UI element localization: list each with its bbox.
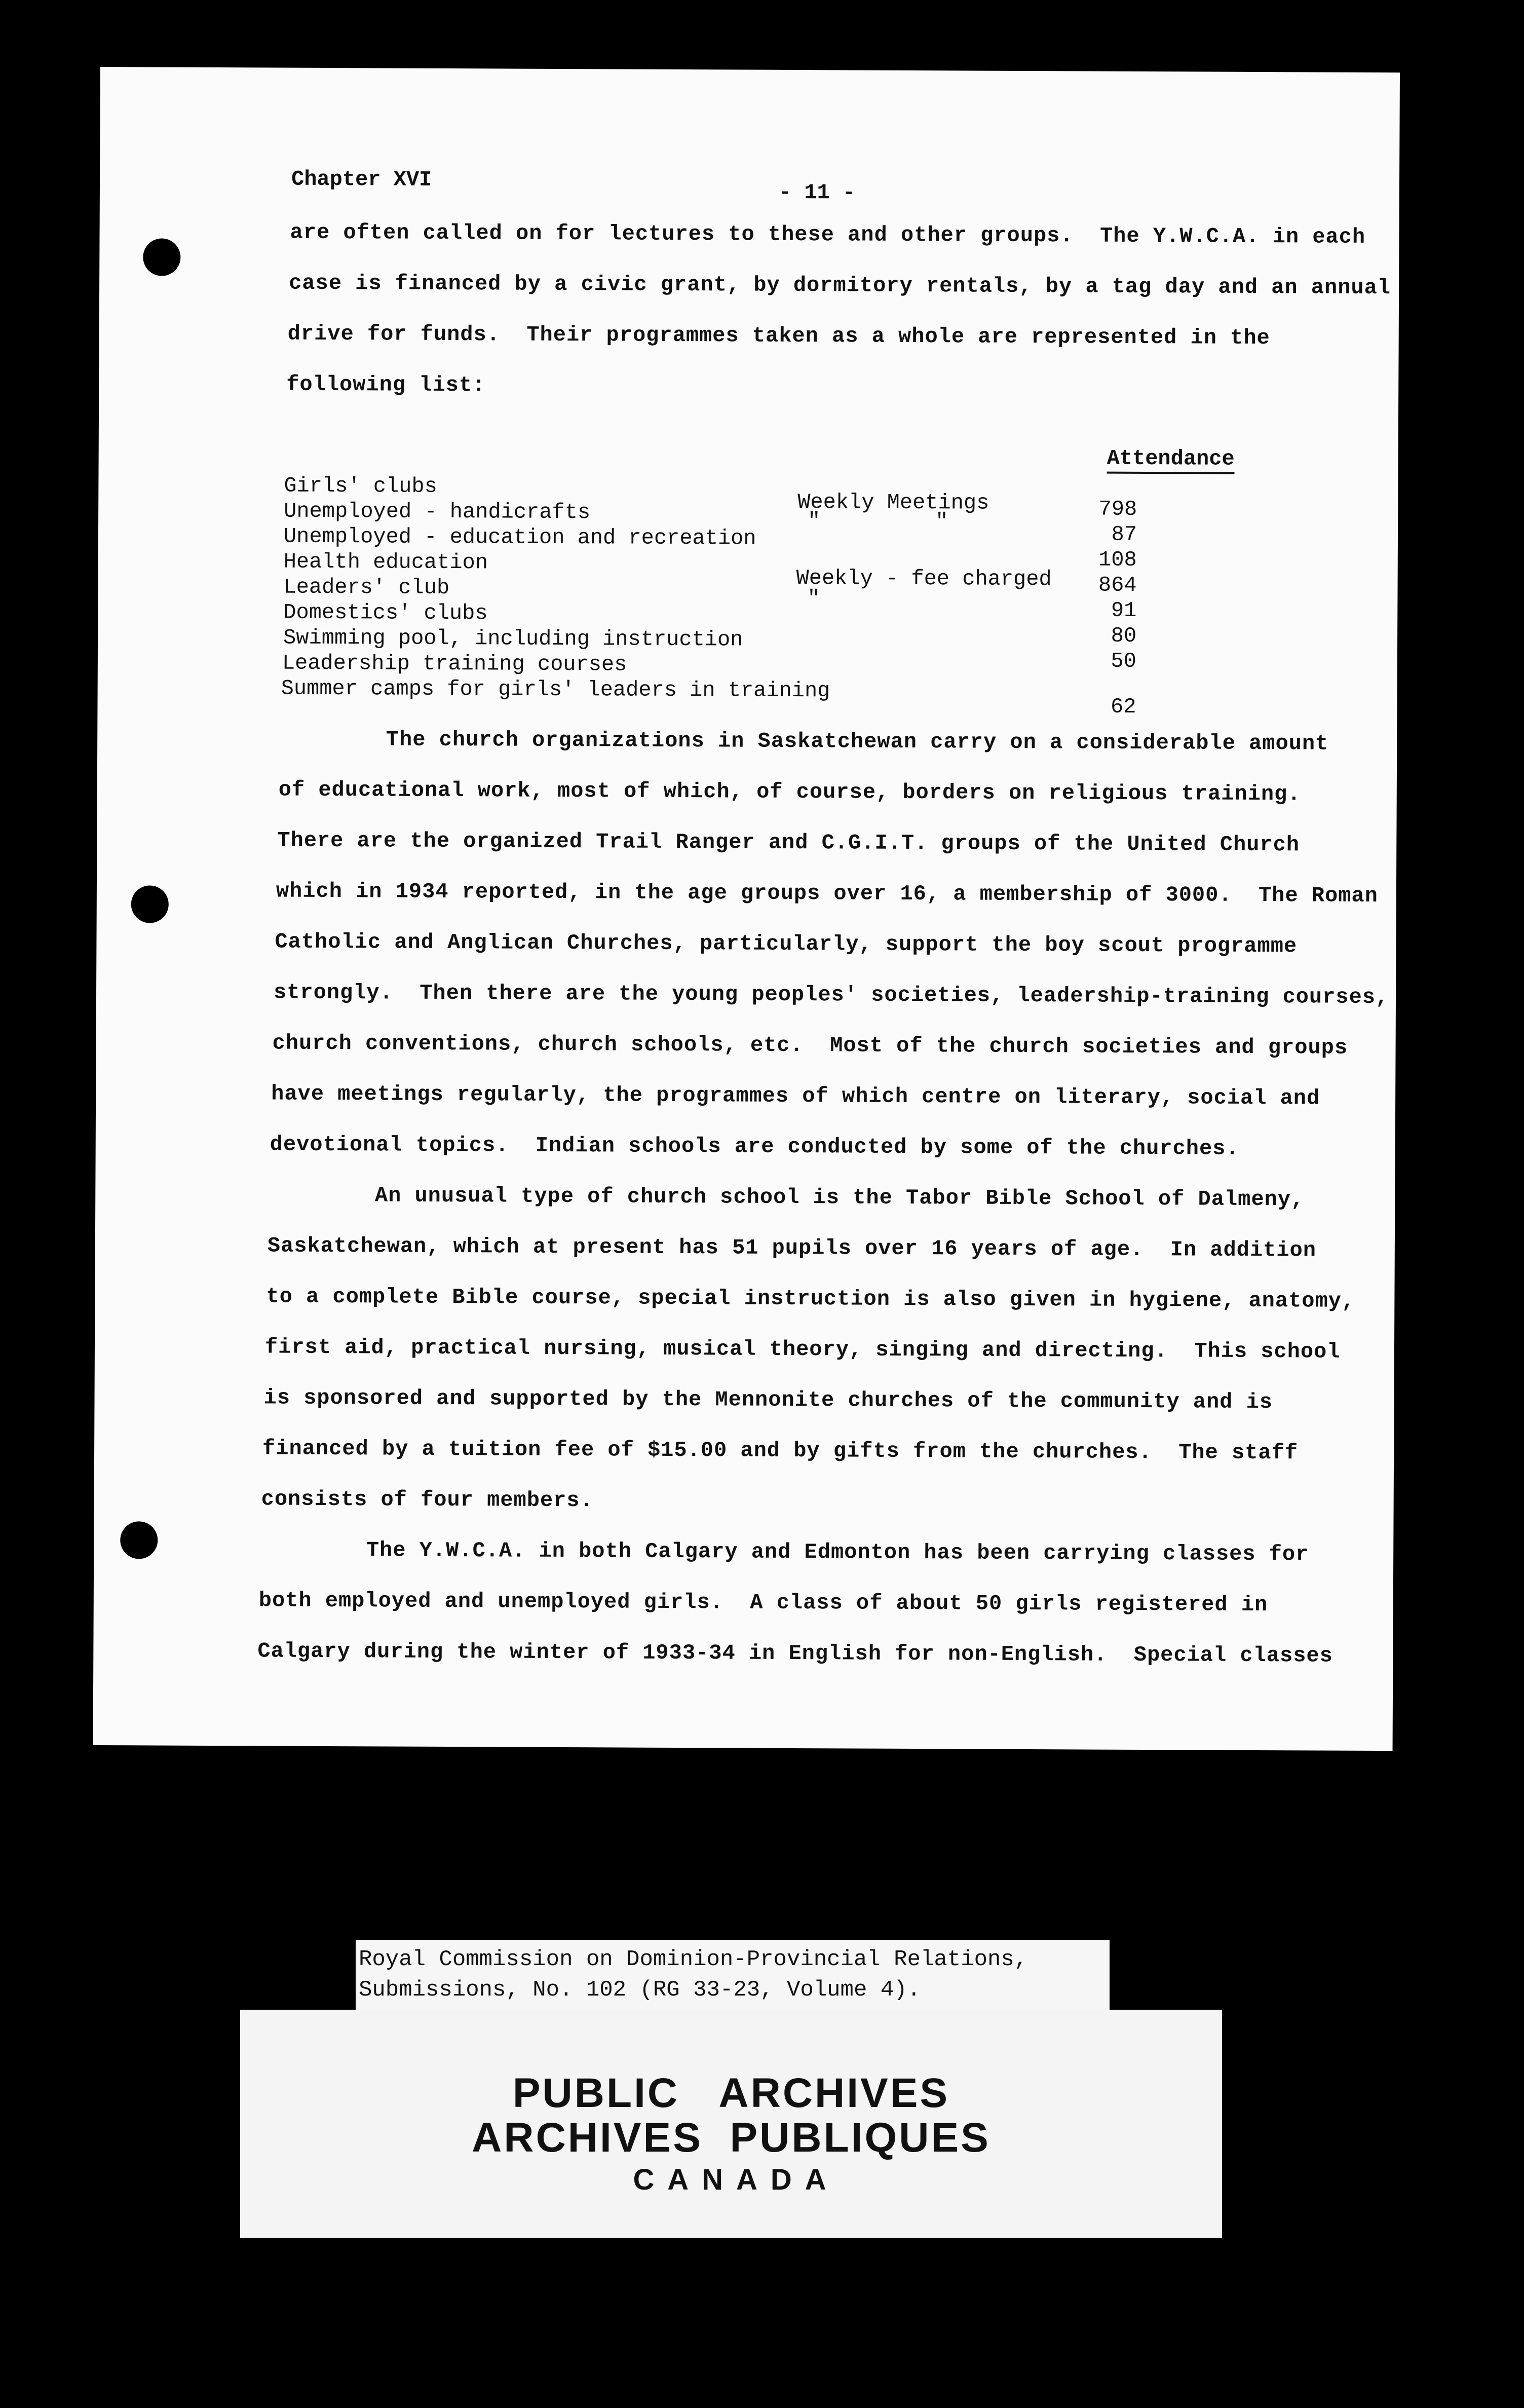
text-line: There are the organized Trail Ranger and C.G.I.T. groups of the United Church: [277, 828, 1300, 857]
text-line: to a complete Bible course, special instruction is also given in hygiene, anatomy,: [266, 1284, 1355, 1313]
activity-attendance: 62: [1110, 694, 1136, 719]
activity-name: Domestics' clubs: [283, 600, 488, 626]
source-reference-line: Royal Commission on Dominion-Provincial Relations,: [359, 1947, 1028, 1972]
activity-attendance: 798: [1098, 497, 1137, 521]
text-line: church conventions, church schools, etc. Most of the church societies and groups: [272, 1031, 1348, 1060]
stamp-line-french: ARCHIVES PUBLIQUES: [472, 2115, 990, 2161]
text-line: which in 1934 reported, in the age groups over 16, a membership of 3000. The Roman: [276, 879, 1378, 909]
activity-name: Health education: [283, 549, 488, 575]
archive-stamp: [240, 2010, 1222, 2238]
activity-attendance: 864: [1098, 573, 1137, 597]
text-line: drive for funds. Their programmes taken as a whole are represented in the: [287, 321, 1270, 351]
punch-hole: [143, 238, 180, 276]
source-reference-line: Submissions, No. 102 (RG 33-23, Volume 4).: [359, 1977, 921, 2003]
page-number: - 11 -: [778, 180, 856, 205]
text-line: The Y.W.C.A. in both Calgary and Edmonton has been carrying classes for: [260, 1537, 1309, 1567]
activity-attendance: 50: [1111, 649, 1137, 673]
activity-name: Swimming pool, including instruction: [283, 625, 743, 652]
punch-hole: [120, 1521, 158, 1559]
activity-frequency: " ": [807, 509, 948, 534]
document-page: [93, 67, 1400, 1751]
activity-frequency: Weekly Meetings: [797, 490, 989, 515]
text-line: case is financed by a civic grant, by dormitory rentals, by a tag day and an annual: [289, 271, 1391, 300]
activity-name: Summer camps for girls' leaders in training: [281, 676, 830, 703]
activity-name: Leadership training courses: [282, 651, 627, 677]
text-line: are often called on for lectures to these and other groups. The Y.W.C.A. in each: [290, 220, 1366, 249]
text-line: is sponsored and supported by the Mennonite churches of the community and is: [263, 1385, 1273, 1415]
activity-name: Unemployed - education and recreation: [283, 524, 756, 551]
source-reference-slip: [356, 1940, 1110, 2010]
text-line: first aid, practical nursing, musical theory, singing and directing. This school: [264, 1335, 1341, 1364]
activity-attendance: 91: [1111, 598, 1137, 623]
attendance-header: Attendance: [1107, 446, 1235, 474]
text-line: An unusual type of church school is the Tabor Bible School of Dalmeny,: [269, 1183, 1305, 1212]
text-line: have meetings regularly, the programmes of which centre on literary, social and: [271, 1081, 1320, 1111]
stamp-line-country: C A N A D A: [633, 2163, 829, 2196]
activity-attendance: 108: [1098, 547, 1137, 572]
punch-hole: [131, 885, 169, 923]
activity-frequency: ": [807, 586, 820, 611]
activity-attendance: 87: [1111, 522, 1137, 547]
text-line: of educational work, most of which, of course, borders on religious training.: [278, 777, 1301, 807]
activity-frequency: Weekly - fee charged: [796, 566, 1052, 592]
text-line: both employed and unemployed girls. A class of about 50 girls registered in: [258, 1588, 1268, 1617]
text-line: devotional topics. Indian schools are conducted by some of the churches.: [270, 1132, 1239, 1161]
text-line: following list:: [286, 372, 486, 398]
activity-name: Leaders' club: [283, 575, 450, 600]
chapter-heading: Chapter XVI: [291, 167, 432, 192]
text-line: The church organizations in Saskatchewan carry on a considerable amount: [280, 727, 1329, 756]
text-line: consists of four members.: [261, 1487, 593, 1513]
text-line: Calgary during the winter of 1933-34 in English for non-English. Special classes: [257, 1639, 1333, 1668]
stamp-line-english: PUBLIC ARCHIVES: [512, 2070, 950, 2116]
activity-attendance: 80: [1111, 623, 1137, 648]
text-line: strongly. Then there are the young peoples' societies, leadership-training courses,: [273, 980, 1389, 1010]
text-line: Catholic and Anglican Churches, particularly, support the boy scout programme: [275, 929, 1298, 959]
activity-name: Girls' clubs: [284, 473, 437, 499]
text-line: financed by a tuition fee of $15.00 and by gifts from the churches. The staff: [262, 1436, 1299, 1465]
text-line: Saskatchewan, which at present has 51 pupils over 16 years of age. In addition: [267, 1233, 1317, 1263]
activity-name: Unemployed - handicrafts: [284, 499, 591, 525]
